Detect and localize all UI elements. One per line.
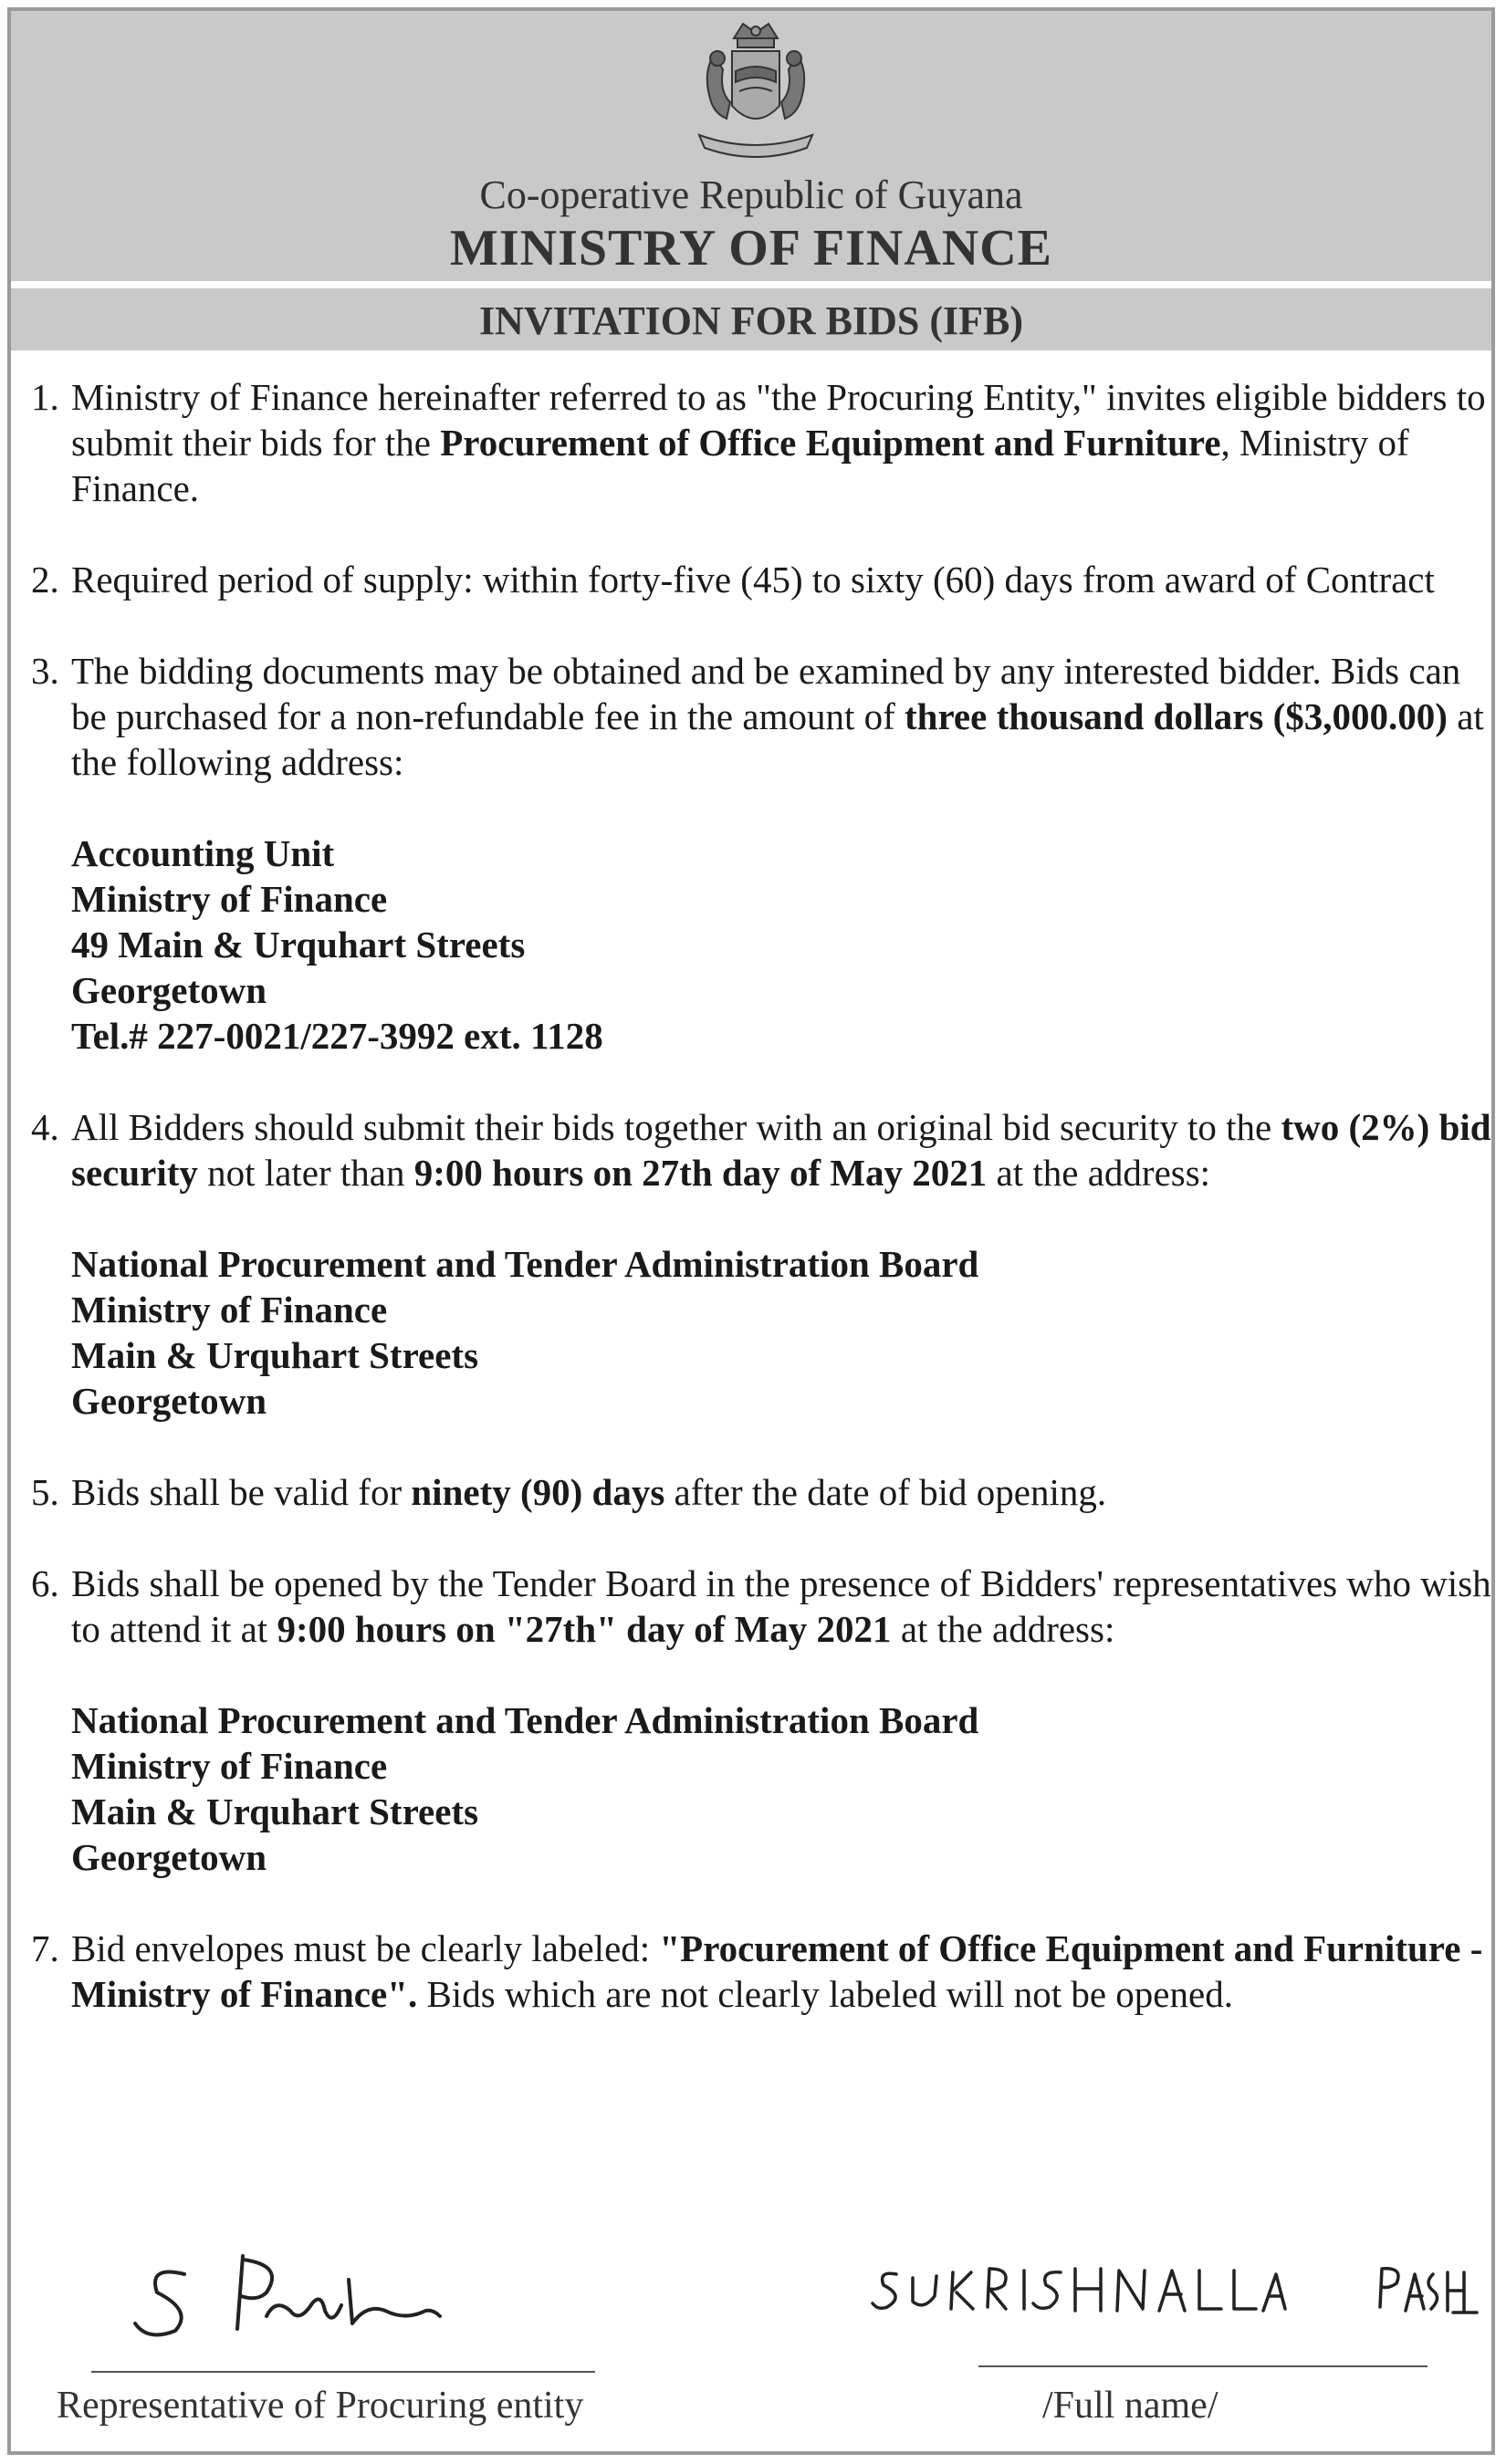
address-line: Ministry of Finance [71, 1745, 388, 1787]
address-block [71, 830, 1491, 1059]
address-line: Main & Urquhart Streets [71, 1334, 479, 1376]
coat-of-arms-icon [686, 18, 825, 164]
signature-line [978, 2365, 1428, 2367]
clause-bold-text: two (2%) bid security [71, 1106, 1491, 1194]
clause-text: Bid envelopes must be clearly labeled: [71, 1927, 660, 1969]
address-line: Accounting Unit [71, 832, 335, 874]
clause-text: All Bidders should submit their bids together with an original bid security to the [71, 1106, 1281, 1148]
clause-number: 3. [31, 650, 59, 692]
notice-body [31, 374, 1491, 2062]
clause-bold-text: ninety (90) days [411, 1471, 665, 1513]
clause-text: at the address: [987, 1152, 1211, 1194]
clause-bold-text: three thousand dollars ($3,000.00) [905, 695, 1448, 737]
address-line: National Procurement and Tender Administration Board [71, 1699, 979, 1741]
clause-number: 6. [31, 1562, 59, 1604]
clause-bold-text: Procurement of Office Equipment and Furniture [440, 422, 1221, 464]
clause-1 [31, 374, 1491, 511]
clause-text: Bids shall be valid for [71, 1471, 412, 1513]
representative-caption: Representative of Procuring entity [57, 2385, 584, 2427]
clause-text: Bids which are not clearly labeled will not be opened. [417, 1973, 1233, 2015]
clause-text: The bidding documents may be obtained and be examined by any interested bidder. Bids can be purchased for a non-refundable fee in the amount of [71, 650, 1461, 737]
address-line: Georgetown [71, 1836, 267, 1878]
clause-3 [31, 648, 1491, 1059]
clause-text: after the date of bid opening. [664, 1471, 1107, 1513]
notice-frame [7, 7, 1495, 2455]
address-line: Ministry of Finance [71, 1289, 388, 1331]
address-line: Main & Urquhart Streets [71, 1791, 479, 1832]
clause-6 [31, 1561, 1491, 1880]
clause-text: Bids shall be opened by the Tender Board in the presence of Bidders' representatives who wish to attend it at [71, 1562, 1491, 1650]
clause-number: 1. [31, 376, 59, 418]
address-line: Ministry of Finance [71, 878, 388, 920]
address-line: 49 Main & Urquhart Streets [71, 924, 526, 966]
address-line: Georgetown [71, 1380, 267, 1422]
address-line: National Procurement and Tender Administration Board [71, 1243, 979, 1285]
clause-text: at the following address: [71, 695, 1484, 783]
clause-number: 7. [31, 1927, 59, 1969]
address-line: Georgetown [71, 969, 267, 1011]
clause-bold-text: "Procurement of Office Equipment and Furniture - Ministry of Finance". [71, 1927, 1483, 2015]
clause-text: at the address: [891, 1608, 1115, 1650]
right-signature [869, 2238, 1480, 2338]
clause-number: 4. [31, 1106, 59, 1148]
clause-number: 5. [31, 1471, 59, 1513]
clause-text: Ministry of Finance hereinafter referred to as "the Procuring Entity," invites eligible bidders to submit their bids for the [71, 376, 1486, 464]
left-signature [130, 2247, 458, 2347]
clause-bold-text: 9:00 hours on 27th day of May 2021 [413, 1152, 988, 1194]
clause-text: , Ministry of Finance. [71, 422, 1409, 509]
clause-number: 2. [31, 559, 59, 600]
signature-line [91, 2371, 595, 2373]
clause-5 [31, 1469, 1491, 1515]
clause-text: not later than [197, 1152, 414, 1194]
notice-title: INVITATION FOR BIDS (IFB) [478, 298, 1024, 343]
full-name-caption: /Full name/ [1042, 2385, 1218, 2427]
clause-7 [31, 1926, 1491, 2017]
country-name: Co-operative Republic of Guyana [479, 172, 1023, 217]
address-block [71, 1697, 1491, 1880]
ministry-name: MINISTRY OF FINANCE [449, 220, 1053, 277]
clause-text: Required period of supply: within forty-five (45) to sixty (60) days from award of Contract [71, 559, 1435, 600]
address-block [71, 1241, 1491, 1424]
address-line: Tel.# 227-0021/227-3992 ext. 1128 [71, 1015, 603, 1057]
clause-4 [31, 1104, 1491, 1424]
clause-bold-text: 9:00 hours on "27th" day of May 2021 [277, 1608, 892, 1650]
clause-2 [31, 557, 1491, 602]
